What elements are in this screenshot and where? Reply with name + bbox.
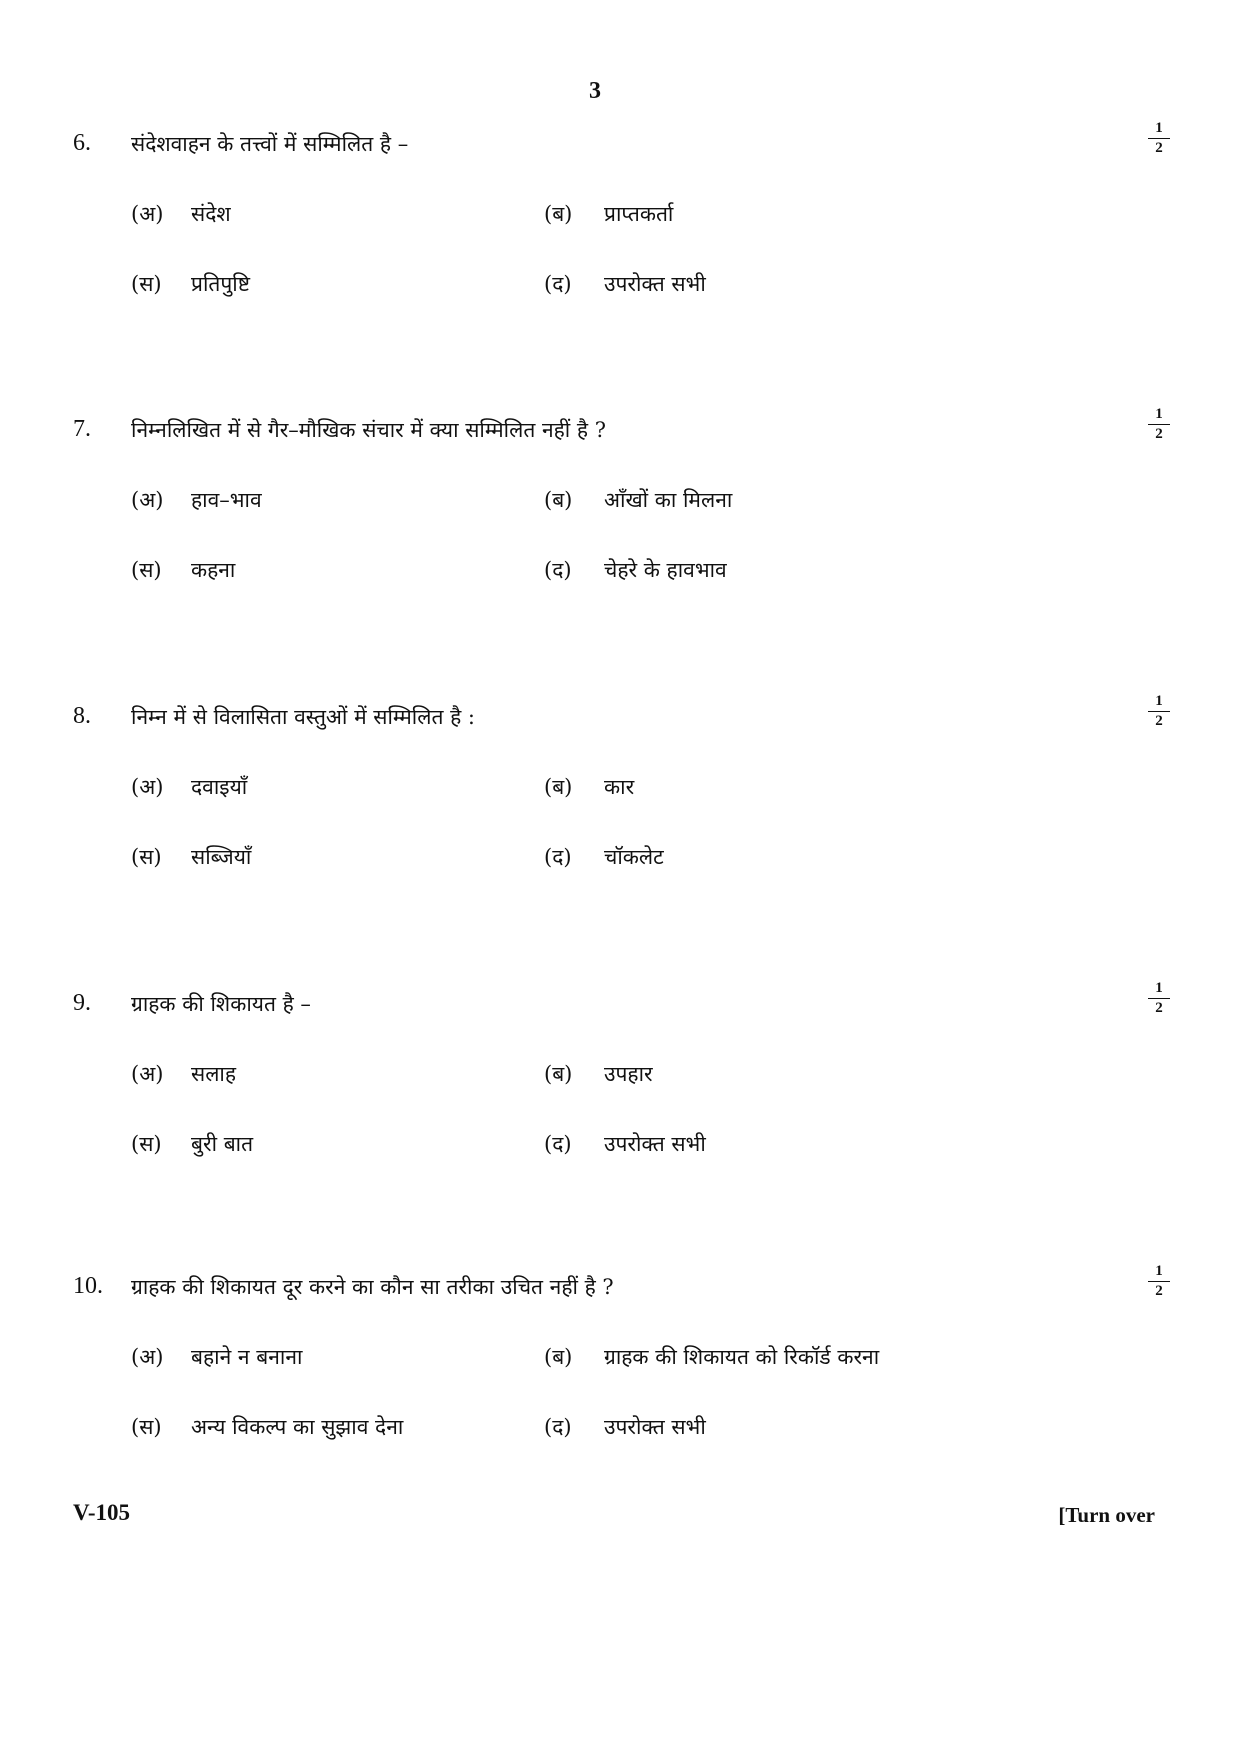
option-text: सलाह (191, 1062, 237, 1086)
option-text: उपरोक्त सभी (604, 1132, 706, 1156)
option-label: (द) (544, 272, 572, 296)
option-label: (ब) (544, 1345, 573, 1369)
option-d (544, 556, 727, 584)
option-a (131, 486, 262, 514)
option-label: (द) (544, 1132, 572, 1156)
question-text: ग्राहक की शिकायत है – (131, 992, 311, 1016)
option-b (544, 200, 673, 228)
option-label: (द) (544, 1415, 572, 1439)
option-label: (स) (131, 272, 162, 296)
option-text: उपरोक्त सभी (604, 1415, 706, 1439)
option-c (131, 843, 251, 871)
option-label: (अ) (131, 775, 164, 799)
question-number: 8. (73, 703, 91, 729)
option-d (544, 270, 706, 298)
marks-numerator: 1 (1148, 120, 1170, 139)
marks-numerator: 1 (1148, 1263, 1170, 1282)
marks-fraction (1148, 1263, 1170, 1300)
option-label: (ब) (544, 775, 573, 799)
question-text: निम्नलिखित में से गैर–मौखिक संचार में क्या सम्मिलित नहीं है ? (131, 418, 606, 442)
marks-denominator: 2 (1155, 1000, 1163, 1016)
question-number: 7. (73, 416, 91, 442)
option-d (544, 843, 664, 871)
option-a (131, 1060, 236, 1088)
option-label: (अ) (131, 1345, 164, 1369)
marks-fraction (1148, 980, 1170, 1017)
option-label: (स) (131, 558, 162, 582)
question-number: 10. (73, 1273, 103, 1299)
marks-denominator: 2 (1155, 1283, 1163, 1299)
question-6 (0, 120, 1241, 380)
marks-denominator: 2 (1155, 713, 1163, 729)
option-label: (द) (544, 558, 572, 582)
option-c (131, 270, 250, 298)
option-text: हाव–भाव (191, 488, 262, 512)
question-number: 6. (73, 130, 91, 156)
question-8 (0, 693, 1241, 953)
marks-fraction (1148, 406, 1170, 443)
option-b (544, 486, 732, 514)
option-text: प्रतिपुष्टि (191, 272, 250, 296)
option-b (544, 1343, 879, 1371)
option-text: संदेश (191, 202, 231, 226)
option-label: (स) (131, 1415, 162, 1439)
option-a (131, 1343, 302, 1371)
option-a (131, 773, 247, 801)
option-d (544, 1130, 706, 1158)
option-text: बहाने न बनाना (191, 1345, 303, 1369)
question-text: निम्न में से विलासिता वस्तुओं में सम्मिलित है : (131, 705, 475, 729)
marks-denominator: 2 (1155, 140, 1163, 156)
page-number: 3 (589, 78, 601, 104)
option-b (544, 773, 634, 801)
option-text: प्राप्तकर्ता (604, 202, 674, 226)
option-text: कहना (191, 558, 236, 582)
option-c (131, 556, 235, 584)
option-b (544, 1060, 653, 1088)
question-text: संदेशवाहन के तत्त्वों में सम्मिलित है – (131, 132, 409, 156)
option-a (131, 200, 231, 228)
option-label: (ब) (544, 1062, 573, 1086)
option-label: (द) (544, 845, 572, 869)
option-text: चेहरे के हावभाव (604, 558, 727, 582)
option-text: बुरी बात (191, 1132, 254, 1156)
option-text: दवाइयाँ (191, 775, 248, 799)
marks-numerator: 1 (1148, 693, 1170, 712)
option-text: सब्जियाँ (191, 845, 252, 869)
turn-over-note: [Turn over (1058, 1503, 1155, 1527)
option-c (131, 1413, 403, 1441)
question-9 (0, 980, 1241, 1240)
option-text: आँखों का मिलना (604, 488, 733, 512)
option-text: उपरोक्त सभी (604, 272, 706, 296)
option-text: अन्य विकल्प का सुझाव देना (191, 1415, 404, 1439)
marks-denominator: 2 (1155, 426, 1163, 442)
question-7 (0, 406, 1241, 666)
option-label: (ब) (544, 488, 573, 512)
option-label: (अ) (131, 488, 164, 512)
question-10 (0, 1263, 1241, 1523)
option-label: (स) (131, 1132, 162, 1156)
question-number: 9. (73, 990, 91, 1016)
option-c (131, 1130, 253, 1158)
option-text: कार (604, 775, 635, 799)
option-label: (स) (131, 845, 162, 869)
marks-fraction (1148, 120, 1170, 157)
option-d (544, 1413, 706, 1441)
option-label: (ब) (544, 202, 573, 226)
option-label: (अ) (131, 1062, 164, 1086)
option-label: (अ) (131, 202, 164, 226)
paper-code: V-105 (73, 1500, 131, 1525)
question-text: ग्राहक की शिकायत दूर करने का कौन सा तरीका उचित नहीं है ? (131, 1275, 614, 1299)
option-text: चॉकलेट (604, 845, 664, 869)
marks-fraction (1148, 693, 1170, 730)
marks-numerator: 1 (1148, 406, 1170, 425)
option-text: उपहार (604, 1062, 653, 1086)
marks-numerator: 1 (1148, 980, 1170, 999)
option-text: ग्राहक की शिकायत को रिकॉर्ड करना (604, 1345, 880, 1369)
